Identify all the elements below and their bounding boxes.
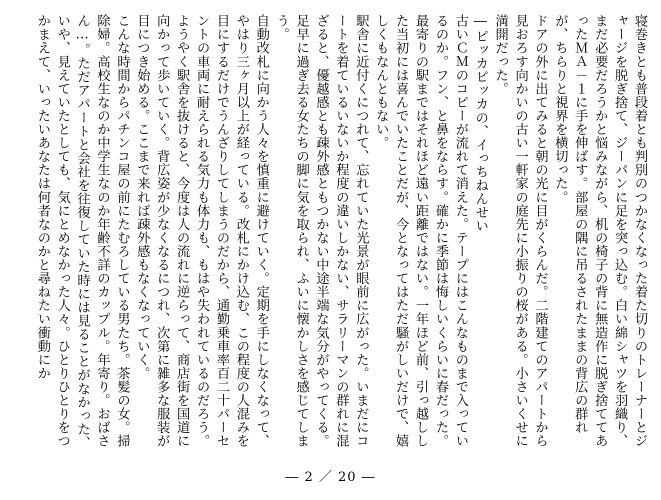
paragraph: こんな時間からパチンコ屋の前にたむろしている男たち。茶髪の女。掃除婦。高校生なのか中学生なのか年齢不詳のカップル。年寄り。おばさん…。ただアパートと会社を往復していた時には見ることがなかった、いや、見えていたとしても、気にとめなかった人々。ひとりひとりをつかまえて、いったいあなたは何者なのかと尋ねたい衝動にか (34, 14, 130, 450)
paragraph: ―ピッカピッカの、イっちねんせい (472, 14, 488, 233)
paragraph: ドアの外に出てみると朝の光に目がくらんだ。二階建てのアパートから見おろす向かいの古い一軒家の庭先に小振りの桜がある。小さいくせに満開だった。 (492, 14, 548, 448)
paragraph: 寝巻きとも普段着とも判別のつかなくなった着た切りのトレーナーとジャージを脱ぎ捨て、ジーパンに足を突っ込む。白い綿シャツを羽織り、まだ必要だろうかと悩みながら、机の椅子の背に無造作に脱ぎ捨ててあったＭＡ－１に手を伸ばす。部屋の隅に吊るされたままの背広の群れが、ちらりと視界を横切った。 (552, 14, 647, 448)
paragraph: 駅舎に近付くにつれて、忘れていた光景が眼前に広がった。いまだにコートを着ているいないか程度の違いしかない、サラリーマンの群れに混ざると、優越感とも疎外感ともつかない中途半端な気分がやってくる。足早に過ぎ去る女たちの脚に気を取られ、ふいに懐かしさを感じてしまう。 (273, 14, 369, 448)
paragraph: 自動改札に向かう人々を慎重に避けていく。定期を手にしなくなって、やはり三ヶ月以上が経っている。改札にかけ込む、この程度の人混みを目にするだけでうんざりしてしまうのだから、通勤乗車率百二十パーセントの車両に耐えられる気力も体力も、もはや失われているのだろう。 (194, 14, 269, 448)
vertical-body-text (9, 14, 649, 454)
paragraph: ようやく駅舎を抜けると、今度は人の流れに逆らって、商店街を国道に向かって歩いていく。背広姿が少なくなるにつれ、次第に雑多な服装が目につき始める。ここまで来れば疎外感もなくなっていく。 (134, 14, 190, 448)
page-number: ― 2 ／ 20 ― (285, 470, 376, 485)
paragraph: 古いＣＭのコピーが流れて消えた。テープにはこんなものまで入っているのか。フン、と鼻をならす。確かに季節は悔しいくらいに春だった。 (432, 14, 468, 448)
paragraph: 最寄りの駅まではそれほど遠い距離ではない。一年ほど前、引っ越しした当初には喜んでいたことだが、今となってはただ騒がしいだけで、嬉しくもなんともない。 (373, 14, 429, 448)
